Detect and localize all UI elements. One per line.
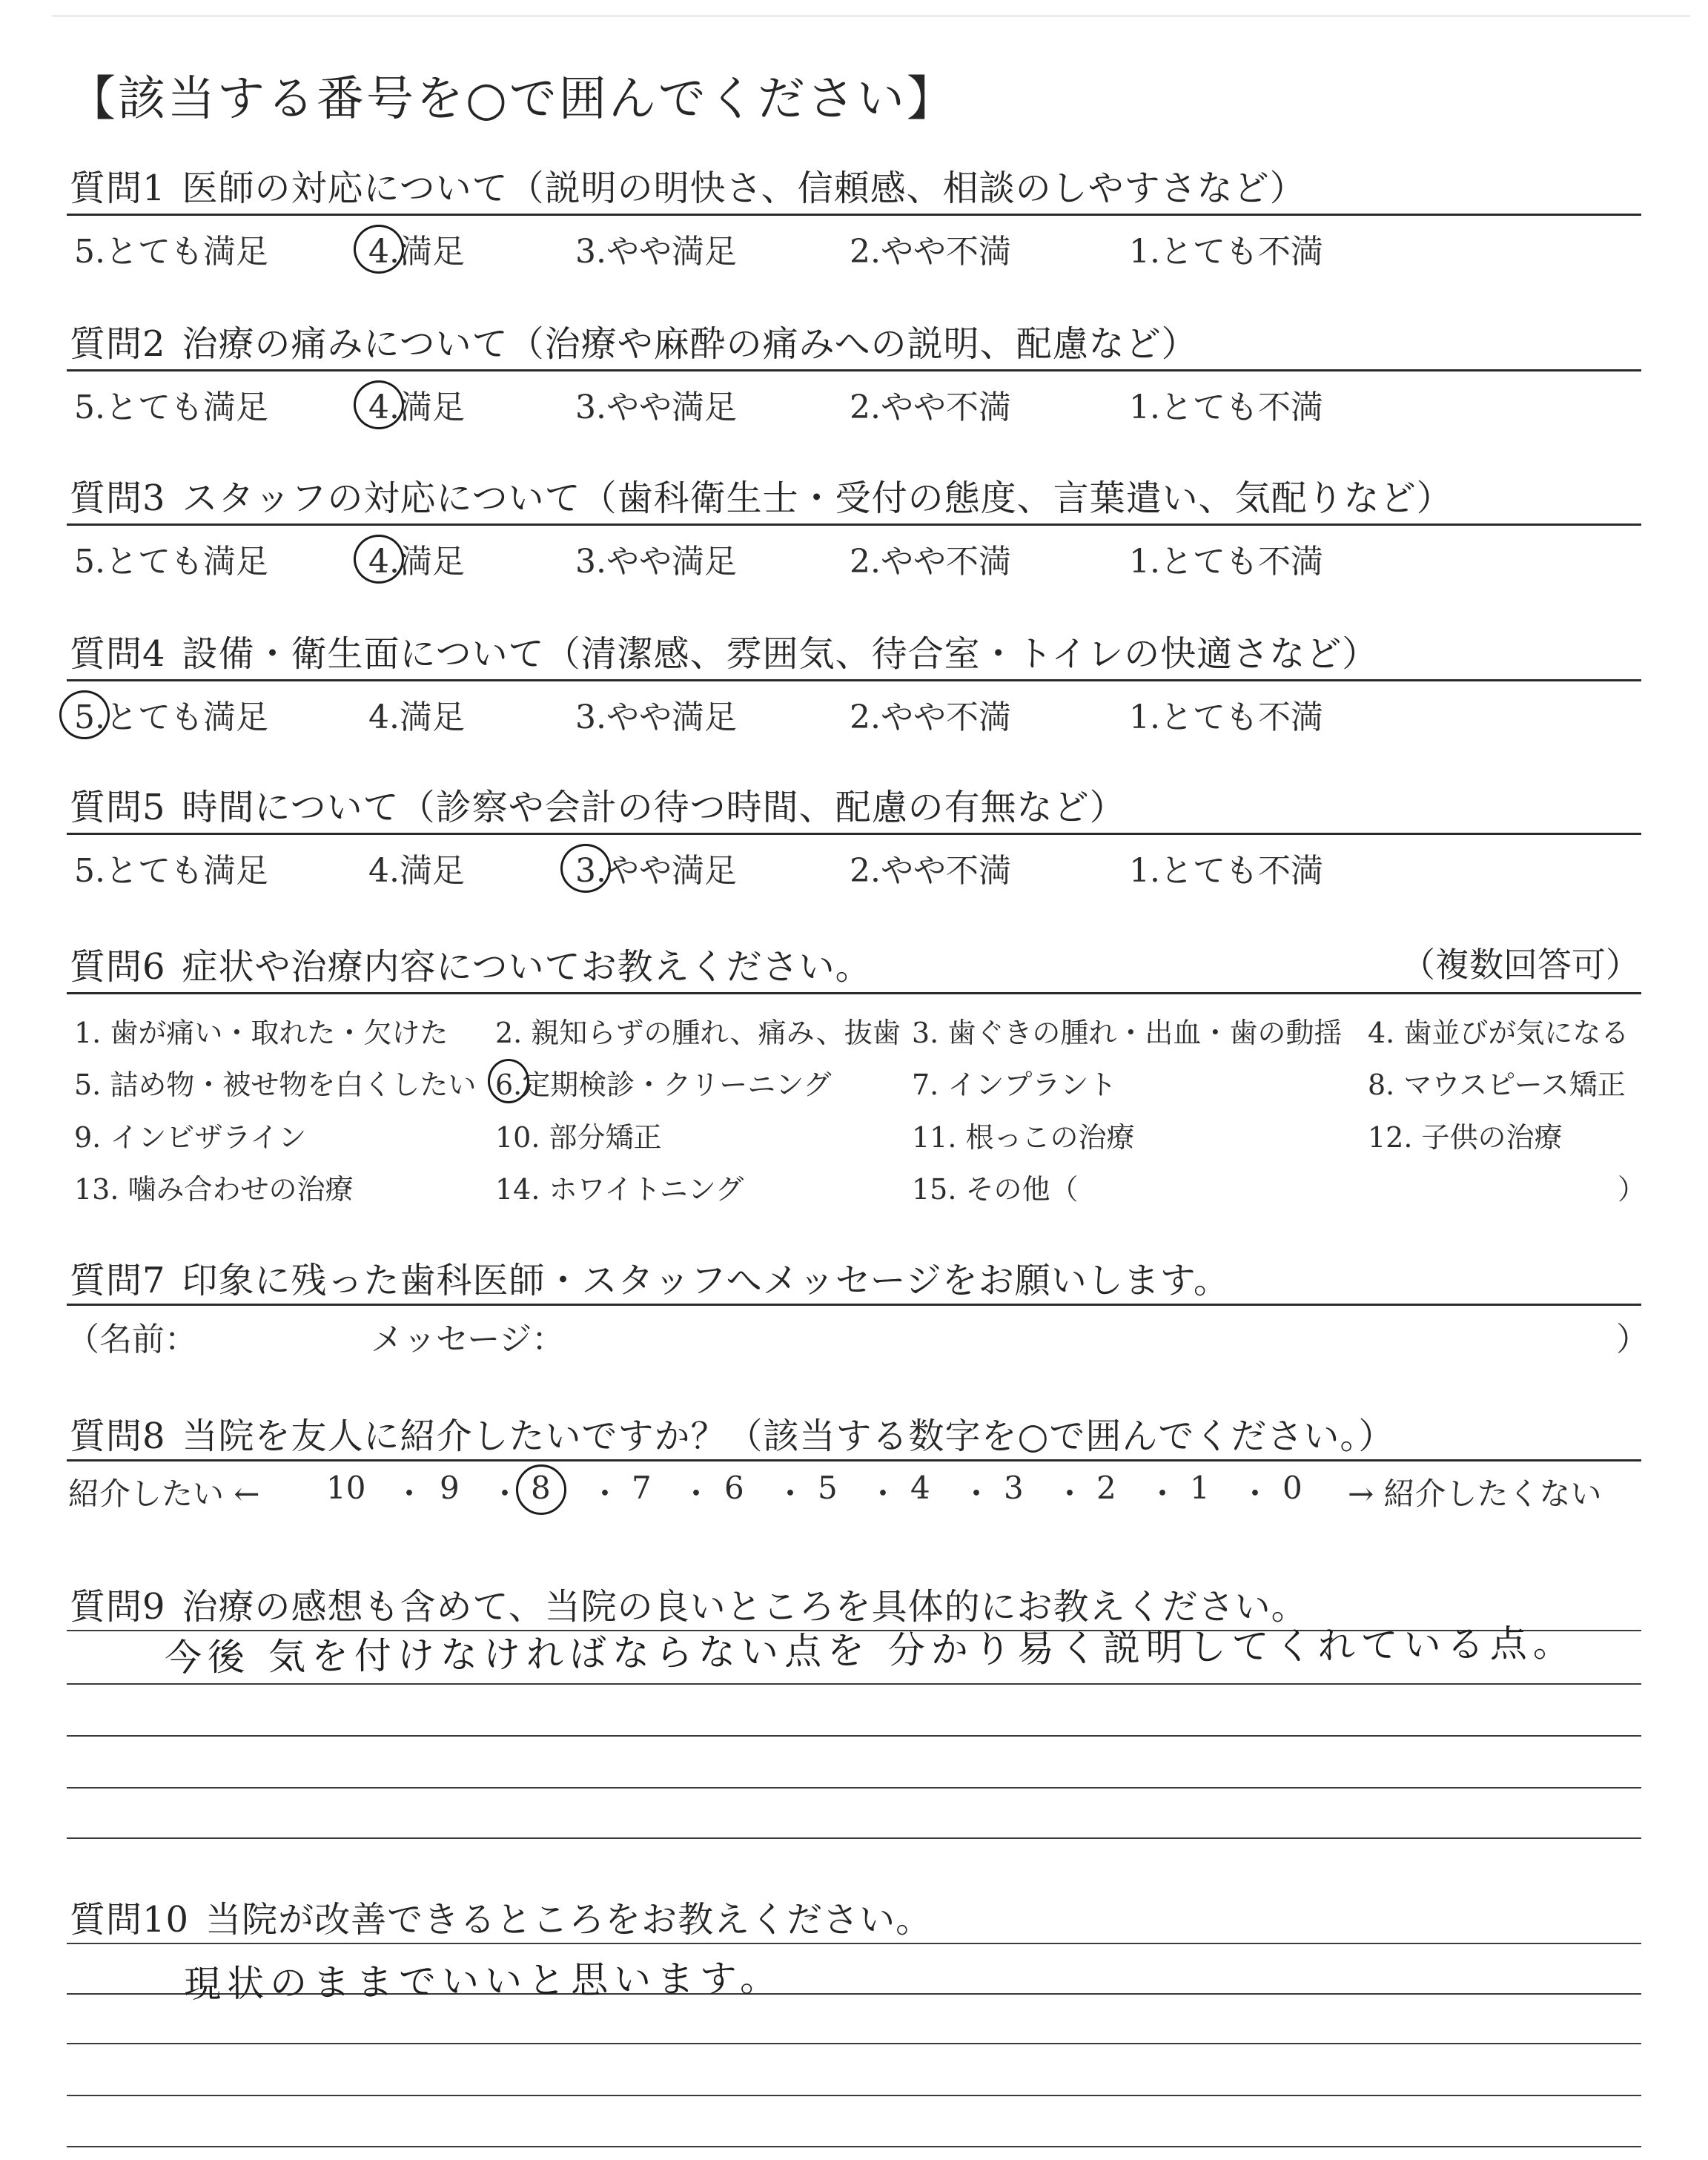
q5-option-very-satisfied[interactable]: 5.とても満足 [74,852,268,890]
q8-number: 質問8 [70,1416,166,1457]
q10-handwritten-answer: 現状のままでいいと思います。 [183,1956,784,2006]
q3-option-very-satisfied[interactable]: 5.とても満足 [74,543,268,581]
q6-text: 症状や治療内容についてお教えください。 [182,946,872,988]
q2-option-somewhat-dissatisfied[interactable]: 2.やや不満 [850,389,1011,426]
q6-option-10[interactable]: 10. 部分矯正 [495,1121,662,1154]
q5-option-somewhat-satisfied[interactable]: 3.やや満足 [575,852,737,890]
q1-text: 医師の対応について（説明の明快さ、信頼感、相談のしやすさなど） [182,168,1306,209]
q6-option-12[interactable]: 12. 子供の治療 [1368,1121,1563,1154]
q6-option-8[interactable]: 8. マウスピース矯正 [1368,1069,1626,1101]
q5-selection-circle [560,844,611,893]
q10-number: 質問10 [70,1899,190,1941]
q6-option-2[interactable]: 2. 親知らずの腫れ、痛み、抜歯 [495,1017,901,1049]
q10-heading [70,1891,932,1942]
q6-number: 質問6 [70,946,166,988]
q8-separator-dot: ・ [394,1476,426,1512]
q1-heading [70,159,1306,211]
q2-selection-circle [354,380,404,429]
q8-selection-circle [516,1464,566,1515]
q7-name-label: （名前： [67,1321,197,1358]
q6-multiple-note: （複数回答可） [1401,945,1640,985]
q3-rule [67,524,1641,526]
q7-number: 質問7 [70,1260,166,1301]
q2-option-satisfied[interactable]: 4.満足 [368,389,465,426]
q4-selection-circle [59,690,110,739]
q6-selection-circle [488,1059,529,1103]
q9-rule-2 [67,1683,1641,1685]
q6-option-7[interactable]: 7. インプラント [912,1069,1117,1101]
q4-rule [67,679,1641,681]
q9-text: 治療の感想も含めて、当院の良いところを具体的にお教えください。 [182,1586,1308,1628]
q5-rule [67,833,1641,835]
q3-option-satisfied[interactable]: 4.満足 [368,543,465,581]
q4-option-very-dissatisfied[interactable]: 1.とても不満 [1129,698,1323,736]
q3-option-very-dissatisfied[interactable]: 1.とても不満 [1129,543,1323,581]
q8-scale-3[interactable]: 3 [1004,1470,1024,1506]
q2-rule [67,369,1641,371]
q3-option-somewhat-satisfied[interactable]: 3.やや満足 [575,543,737,581]
q5-heading [70,779,1126,830]
q1-option-very-satisfied[interactable]: 5.とても満足 [74,233,268,271]
q8-scale-6[interactable]: 6 [724,1470,744,1506]
q8-scale-9[interactable]: 9 [440,1470,460,1506]
q8-separator-dot: ・ [1147,1476,1179,1512]
q5-option-somewhat-dissatisfied[interactable]: 2.やや不満 [850,852,1011,890]
q8-scale-2[interactable]: 2 [1096,1470,1116,1506]
page-title: 【該当する番号を○で囲んでください】 [68,72,956,127]
q10-rule-5 [67,2146,1641,2147]
q1-rule [67,214,1641,216]
q8-scale-8[interactable]: 8 [531,1470,551,1506]
q3-option-somewhat-dissatisfied[interactable]: 2.やや不満 [850,543,1011,581]
q8-separator-dot: ・ [867,1476,899,1512]
q6-option-15[interactable]: 15. その他（ [912,1173,1079,1206]
q6-option-4[interactable]: 4. 歯並びが気になる [1368,1017,1629,1049]
q8-heading [70,1407,1394,1459]
q9-rule-3 [67,1735,1641,1737]
q8-separator-dot: ・ [589,1476,621,1512]
q10-rule-3 [67,2043,1641,2044]
q3-text: スタッフの対応について（歯科衛生士・受付の態度、言葉遣い、気配りなど） [182,478,1453,519]
q10-rule-4 [67,2095,1641,2096]
q5-text: 時間について（診察や会計の待つ時間、配慮の有無など） [182,787,1126,828]
q10-rule-1 [67,1943,1641,1944]
q9-rule-4 [67,1787,1641,1789]
q7-heading [70,1252,1230,1303]
q7-close-paren: ） [1616,1321,1649,1358]
q8-text: 当院を友人に紹介したいですか？（該当する数字を○で囲んでください。） [182,1416,1395,1457]
q7-rule [67,1304,1641,1306]
q2-text: 治療の痛みについて（治療や麻酔の痛みへの説明、配慮など） [182,323,1198,365]
top-border [52,15,1690,17]
q8-separator-dot: ・ [489,1476,521,1512]
q9-handwritten-answer: 今後 気を付けなければならない点を 分かり易く説明してくれている点。 [164,1622,1577,1680]
q2-number: 質問2 [70,323,166,365]
q6-option-5[interactable]: 5. 詰め物・被せ物を白くしたい [74,1069,477,1101]
q1-selection-circle [354,225,404,274]
q8-right-label: → 紹介したくない [1348,1476,1602,1512]
q3-heading [70,469,1453,521]
q4-heading [70,625,1378,676]
q4-number: 質問4 [70,633,166,675]
q6-heading [70,938,872,989]
q4-option-somewhat-satisfied[interactable]: 3.やや満足 [575,698,737,736]
q1-option-somewhat-dissatisfied[interactable]: 2.やや不満 [850,233,1011,271]
q5-option-satisfied[interactable]: 4.満足 [368,852,465,890]
q6-option-9[interactable]: 9. インビザライン [74,1121,307,1154]
q6-option-6[interactable]: 6.定期検診・クリーニング [495,1069,832,1101]
q8-scale-0[interactable]: 0 [1282,1470,1302,1506]
q1-number: 質問1 [70,168,166,209]
q8-separator-dot: ・ [1239,1476,1271,1512]
q6-option-3[interactable]: 3. 歯ぐきの腫れ・出血・歯の動揺 [912,1017,1343,1049]
q8-separator-dot: ・ [775,1476,807,1512]
q10-text: 当院が改善できるところをお教えください。 [205,1899,933,1941]
q1-option-very-dissatisfied[interactable]: 1.とても不満 [1129,233,1323,271]
q6-option-1[interactable]: 1. 歯が痛い・取れた・欠けた [74,1017,448,1049]
q8-scale-4[interactable]: 4 [910,1470,930,1506]
q1-option-satisfied[interactable]: 4.満足 [368,233,465,271]
q6-rule [67,992,1641,994]
q9-rule-5 [67,1837,1641,1839]
q7-text: 印象に残った歯科医師・スタッフへメッセージをお願いします。 [182,1260,1230,1301]
q2-option-somewhat-satisfied[interactable]: 3.やや満足 [575,389,737,426]
q3-selection-circle [354,535,404,584]
q2-option-very-dissatisfied[interactable]: 1.とても不満 [1129,389,1323,426]
q8-separator-dot: ・ [1054,1476,1086,1512]
q7-message-label: メッセージ： [371,1321,565,1358]
q6-option-other-close: ） [1618,1173,1646,1206]
q8-scale-1[interactable]: 1 [1190,1470,1210,1506]
q4-option-very-satisfied[interactable]: 5.とても満足 [74,698,268,736]
q8-rule [67,1459,1641,1462]
q4-option-satisfied[interactable]: 4.満足 [368,698,465,736]
q8-left-label: 紹介したい ← [68,1476,260,1512]
q6-option-11[interactable]: 11. 根っこの治療 [912,1121,1135,1154]
q8-scale-10[interactable]: 10 [326,1470,366,1506]
q8-scale-7[interactable]: 7 [632,1470,652,1506]
q5-option-very-dissatisfied[interactable]: 1.とても不満 [1129,852,1323,890]
q4-text: 設備・衛生面について（清潔感、雰囲気、待合室・トイレの快適さなど） [182,633,1379,675]
q8-scale-5[interactable]: 5 [818,1470,838,1506]
q6-option-14[interactable]: 14. ホワイトニング [495,1173,744,1206]
q5-number: 質問5 [70,787,166,828]
q3-number: 質問3 [70,478,166,519]
q9-number: 質問9 [70,1586,166,1628]
q8-separator-dot: ・ [961,1476,993,1512]
q4-option-somewhat-dissatisfied[interactable]: 2.やや不満 [850,698,1011,736]
q2-option-very-satisfied[interactable]: 5.とても満足 [74,389,268,426]
q6-option-13[interactable]: 13. 噛み合わせの治療 [74,1173,354,1206]
q1-option-somewhat-satisfied[interactable]: 3.やや満足 [575,233,737,271]
q2-heading [70,315,1198,366]
q8-separator-dot: ・ [681,1476,712,1512]
